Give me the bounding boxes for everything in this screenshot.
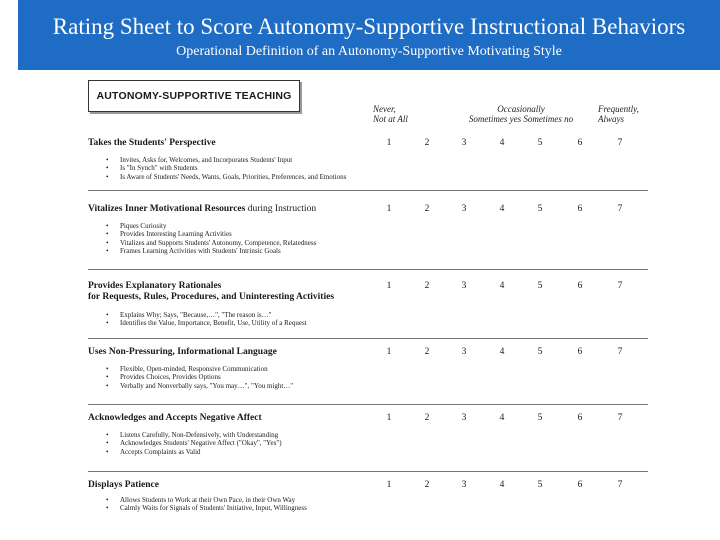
rating-6[interactable]: 6 [577, 204, 583, 214]
list-item: • Piques Curiosity [106, 222, 316, 230]
rating-2[interactable]: 2 [424, 480, 430, 490]
section-non-pressuring-language [88, 346, 648, 396]
rating-1[interactable]: 1 [386, 480, 392, 490]
rating-3[interactable]: 3 [461, 347, 467, 357]
rating-7[interactable]: 7 [617, 480, 623, 490]
header-banner [18, 0, 720, 70]
section-divider [88, 269, 648, 270]
section-title: Takes the Students' Perspective [88, 138, 216, 148]
rating-1[interactable]: 1 [386, 413, 392, 423]
bullet-list [106, 365, 293, 390]
rating-5[interactable]: 5 [537, 480, 543, 490]
rating-6[interactable]: 6 [577, 413, 583, 423]
scale-not-at-all-text: Not at All [373, 114, 408, 124]
rating-3[interactable]: 3 [461, 281, 467, 291]
section-explanatory-rationales [88, 280, 648, 332]
rating-7[interactable]: 7 [617, 138, 623, 148]
list-item: • Calmly Waits for Signals of Students' Initiative, Input, Willingness [106, 504, 307, 512]
list-item: • Flexible, Open-minded, Responsive Communication [106, 365, 293, 373]
rating-4[interactable]: 4 [499, 347, 505, 357]
rating-1[interactable]: 1 [386, 347, 392, 357]
section-title-suffix: during Instruction [245, 204, 317, 214]
rating-6[interactable]: 6 [577, 281, 583, 291]
section-title: Provides Explanatory Rationales [88, 281, 222, 291]
rating-1[interactable]: 1 [386, 281, 392, 291]
list-item: • Frames Learning Activities with Students' Intrinsic Goals [106, 247, 316, 255]
rating-5[interactable]: 5 [537, 413, 543, 423]
list-item: • Provides Interesting Learning Activities [106, 230, 316, 238]
rating-4[interactable]: 4 [499, 138, 505, 148]
page-subtitle: Operational Definition of an Autonomy-Supportive Motivating Style [176, 44, 562, 59]
list-item: • Provides Choices, Provides Options [106, 373, 293, 381]
rating-7[interactable]: 7 [617, 204, 623, 214]
bullet-list [106, 496, 307, 513]
rating-7[interactable]: 7 [617, 413, 623, 423]
bullet-list [106, 431, 282, 456]
rating-4[interactable]: 4 [499, 413, 505, 423]
rating-2[interactable]: 2 [424, 281, 430, 291]
section-negative-affect [88, 412, 648, 462]
list-item: • Accepts Complaints as Valid [106, 448, 282, 456]
section-title [88, 203, 316, 215]
rating-1[interactable]: 1 [386, 204, 392, 214]
rating-3[interactable]: 3 [461, 480, 467, 490]
page-title: Rating Sheet to Score Autonomy-Supportive Instructional Behaviors [52, 14, 686, 39]
scale-frequently-label [598, 104, 639, 124]
list-item: • Invites, Asks for, Welcomes, and Incorporates Students' Input [106, 156, 346, 164]
scale-never-label [373, 104, 408, 124]
section-inner-motivation [88, 203, 648, 265]
section-divider [88, 471, 648, 472]
rating-7[interactable]: 7 [617, 347, 623, 357]
scale-frequently-text: Frequently, [598, 104, 639, 114]
rating-2[interactable]: 2 [424, 204, 430, 214]
rating-5[interactable]: 5 [537, 204, 543, 214]
rating-6[interactable]: 6 [577, 347, 583, 357]
rating-5[interactable]: 5 [537, 138, 543, 148]
list-item: • Explains Why; Says, "Because,…", "The reason is…" [106, 311, 307, 319]
scale-sometimes-text: Sometimes yes Sometimes no [468, 114, 574, 124]
section-title-line2: for Requests, Rules, Procedures, and Uninteresting Activities [88, 292, 335, 302]
scale-always-text: Always [598, 114, 624, 124]
bullet-list [106, 222, 316, 255]
list-item: • Allows Students to Work at their Own Pace, in their Own Way [106, 496, 307, 504]
scale-occasionally-label [446, 104, 596, 124]
bullet-list [106, 311, 307, 328]
rating-2[interactable]: 2 [424, 138, 430, 148]
bullet-list [106, 156, 346, 181]
list-item: • Is Aware of Students' Needs, Wants, Goals, Priorities, Preferences, and Emotions [106, 173, 346, 181]
rating-7[interactable]: 7 [617, 281, 623, 291]
rating-3[interactable]: 3 [461, 138, 467, 148]
section-title: Acknowledges and Accepts Negative Affect [88, 413, 262, 423]
rating-6[interactable]: 6 [577, 480, 583, 490]
section-divider [88, 338, 648, 339]
list-item: • Acknowledges Students' Negative Affect ("Okay", "Yes") [106, 439, 282, 447]
scale-never-text: Never, [373, 104, 396, 114]
rating-1[interactable]: 1 [386, 138, 392, 148]
rating-3[interactable]: 3 [461, 204, 467, 214]
section-patience [88, 479, 648, 523]
section-divider [88, 404, 648, 405]
list-item: • Listens Carefully, Non-Defensively, with Understanding [106, 431, 282, 439]
scale-occasionally-text: Occasionally [497, 104, 545, 114]
teaching-label-box: AUTONOMY-SUPPORTIVE TEACHING [88, 80, 300, 112]
list-item: • Is "In Synch" with Students [106, 164, 346, 172]
section-title-main: Vitalizes Inner Motivational Resources [88, 204, 246, 214]
rating-4[interactable]: 4 [499, 204, 505, 214]
rating-3[interactable]: 3 [461, 413, 467, 423]
section-title: Uses Non-Pressuring, Informational Language [88, 347, 277, 357]
rating-5[interactable]: 5 [537, 281, 543, 291]
rating-2[interactable]: 2 [424, 413, 430, 423]
list-item: • Verbally and Nonverbally says, "You may…", "You might…" [106, 382, 293, 390]
rating-6[interactable]: 6 [577, 138, 583, 148]
rating-5[interactable]: 5 [537, 347, 543, 357]
rating-4[interactable]: 4 [499, 281, 505, 291]
list-item: • Vitalizes and Supports Students' Autonomy, Competence, Relatedness [106, 239, 316, 247]
section-perspective [88, 137, 648, 187]
section-title: Displays Patience [88, 480, 159, 490]
list-item: • Identifies the Value, Importance, Benefit, Use, Utility of a Request [106, 319, 307, 327]
section-divider [88, 190, 648, 191]
rating-4[interactable]: 4 [499, 480, 505, 490]
rating-2[interactable]: 2 [424, 347, 430, 357]
